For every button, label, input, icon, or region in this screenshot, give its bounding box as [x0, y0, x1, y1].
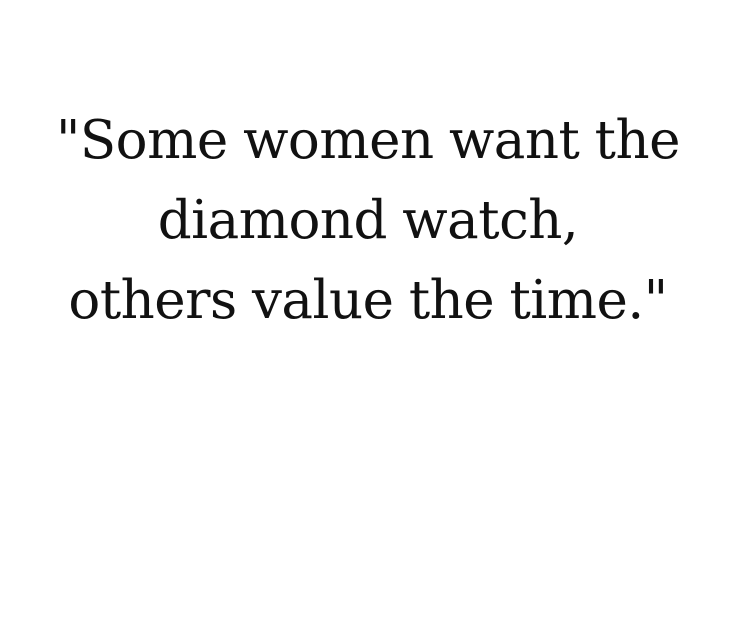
quote-line-1: "Some women want the [56, 110, 680, 171]
quote-line-3: others value the time." [68, 270, 668, 331]
quote-line-2: diamond watch, [157, 190, 579, 251]
quote-text [0, 101, 736, 341]
